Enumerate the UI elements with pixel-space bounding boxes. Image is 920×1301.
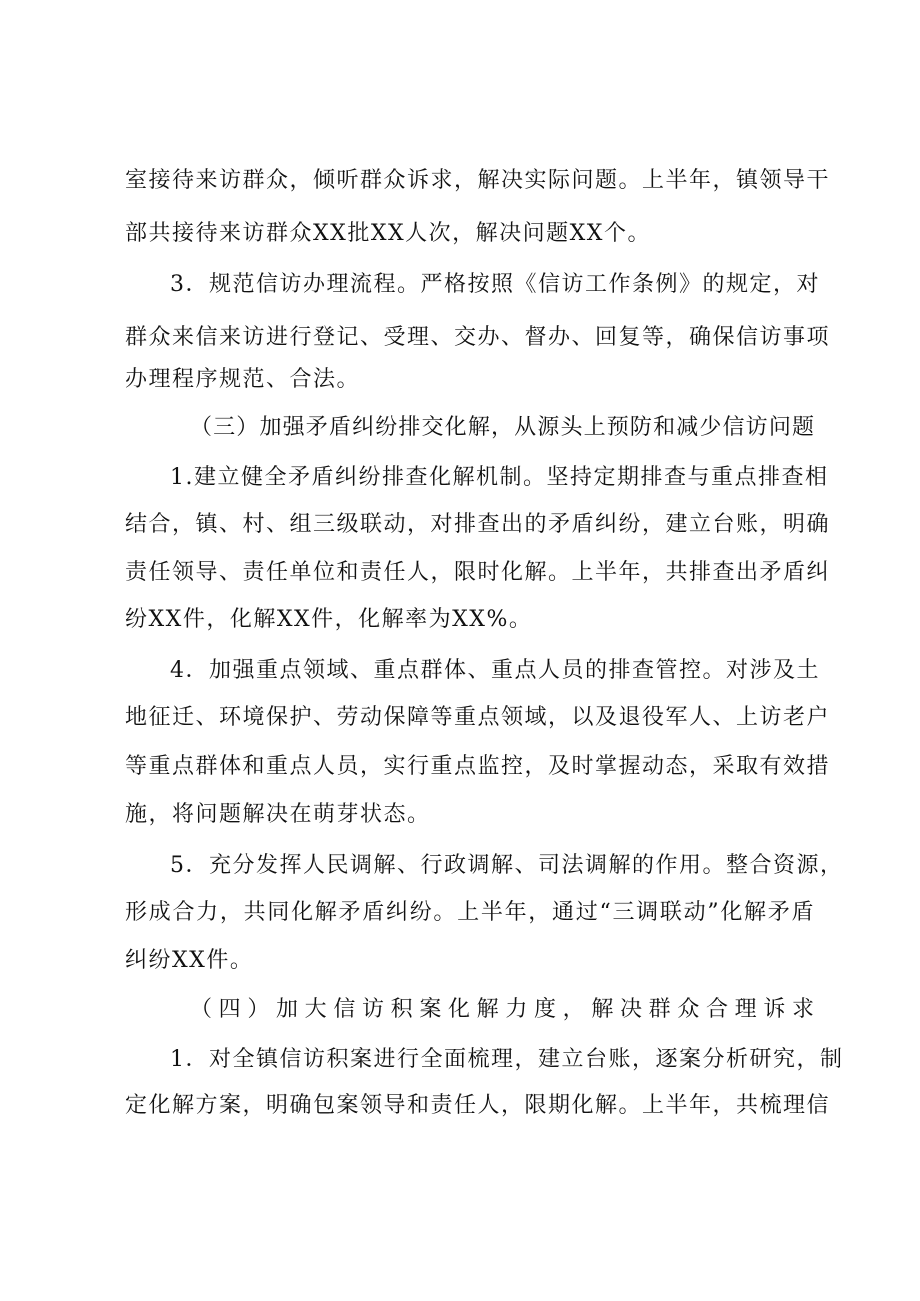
- paragraph-line: 纷XX件，化解XX件，化解率为XX%。: [125, 607, 533, 632]
- section-heading: （三）加强矛盾纠纷排交化解，从源头上预防和减少信访问题: [190, 415, 815, 440]
- paragraph-line: 部共接待来访群众XX批XX人次，解决问题XX个。: [125, 221, 651, 246]
- paragraph-line: 1．对全镇信访积案进行全面梳理，建立台账，逐案分析研究，制: [170, 1047, 844, 1072]
- paragraph-line: 群众来信来访进行登记、受理、交办、督办、回复等，确保信访事项: [125, 325, 831, 350]
- paragraph-line: 办理程序规范、合法。: [125, 367, 361, 392]
- paragraph-line: 责任领导、责任单位和责任人，限时化解。上半年，共排查出矛盾纠: [125, 560, 831, 585]
- paragraph-line: 等重点群体和重点人员，实行重点监控，及时掌握动态，采取有效措: [125, 754, 831, 779]
- paragraph-line: 5．充分发挥人民调解、行政调解、司法调解的作用。整合资源，: [170, 853, 844, 878]
- paragraph-line: 3．规范信访办理流程。严格按照《信访工作条例》的规定，对: [170, 272, 820, 297]
- paragraph-line: 形成合力，共同化解矛盾纠纷。上半年，通过“三调联动”化解矛盾: [125, 900, 815, 925]
- paragraph-line: 结合，镇、村、组三级联动，对排查出的矛盾纠纷，建立台账，明确: [125, 512, 831, 537]
- paragraph-line: 4．加强重点领域、重点群体、重点人员的排查管控。对涉及土: [170, 658, 820, 683]
- paragraph-line: 1.建立健全矛盾纠纷排查化解机制。坚持定期排查与重点排查相: [170, 465, 829, 490]
- paragraph-line: 定化解方案，明确包案领导和责任人，限期化解。上半年，共梳理信: [125, 1093, 831, 1118]
- paragraph-line: 地征迁、环境保护、劳动保障等重点领域，以及退役军人、上访老户: [125, 705, 831, 730]
- paragraph-line: 纠纷XX件。: [125, 948, 254, 973]
- section-heading: （四）加大信访积案化解力度，解决群众合理诉求: [190, 997, 815, 1022]
- paragraph-line: 室接待来访群众，倾听群众诉求，解决实际问题。上半年，镇领导干: [125, 168, 831, 193]
- paragraph-line: 施，将问题解决在萌芽状态。: [125, 802, 431, 827]
